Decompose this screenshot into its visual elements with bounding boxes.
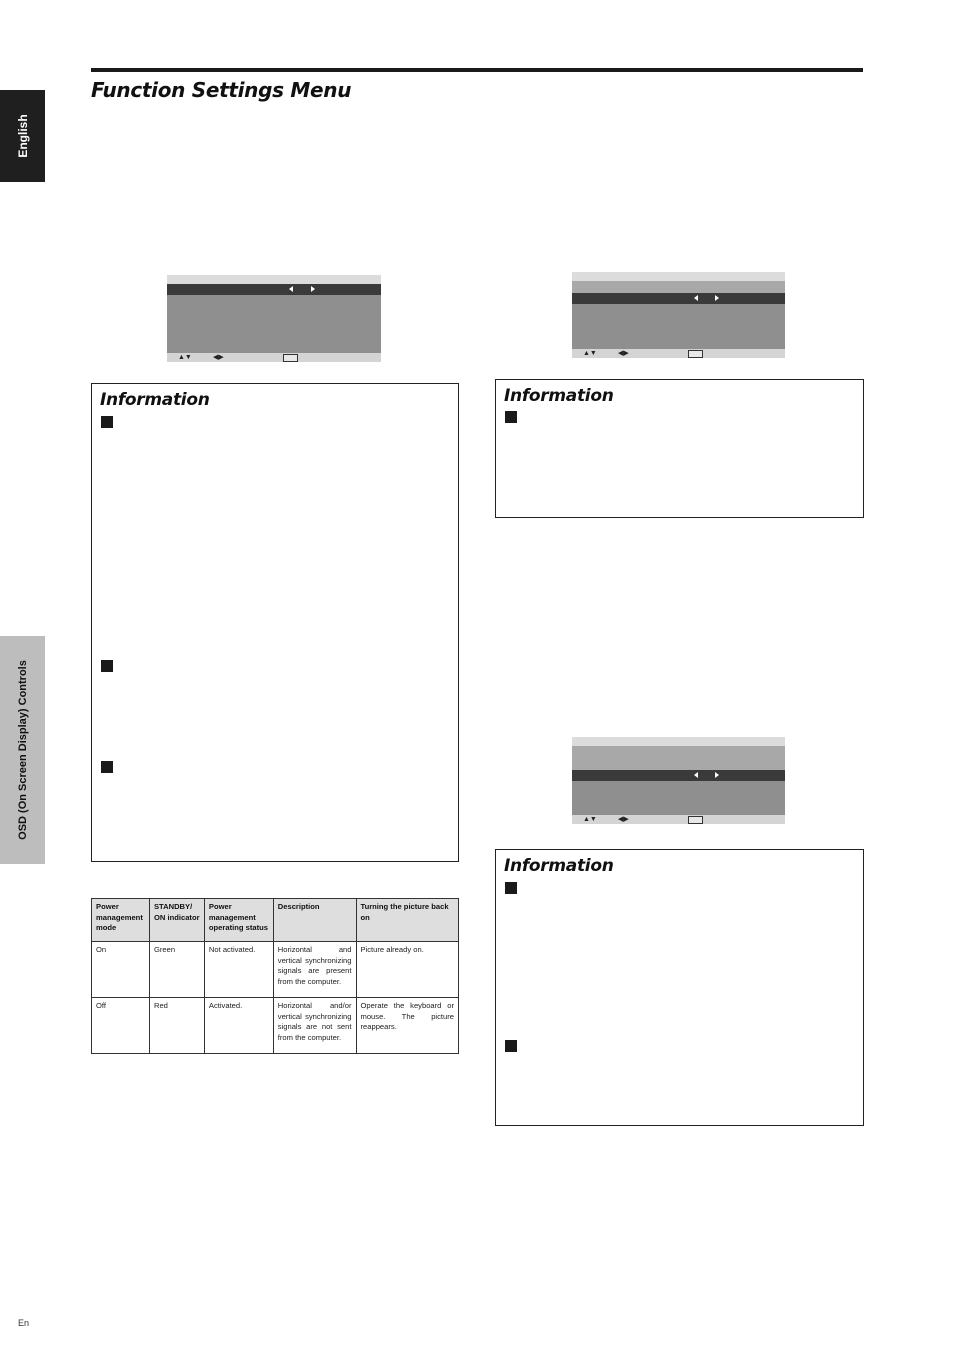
left-arrow-icon: [694, 772, 698, 778]
left-arrow-icon: [694, 295, 698, 301]
button-icon: [283, 354, 298, 362]
section-tab-label: OSD (On Screen Display) Controls: [16, 660, 29, 840]
information-box-2: [495, 379, 864, 518]
bullet-square-icon: [505, 411, 517, 423]
left-right-icon: ◀▶: [618, 350, 629, 357]
up-down-icon: ▲▼: [178, 354, 192, 361]
osd-screen-1: [167, 275, 381, 362]
osd-footer: [572, 349, 785, 358]
table-header-row: [92, 899, 459, 942]
table-row: [92, 998, 459, 1054]
column-header: STANDBY/ ON indicator: [149, 899, 204, 942]
left-right-icon: ◀▶: [213, 354, 224, 361]
right-arrow-icon: [715, 772, 719, 778]
right-arrow-icon: [311, 286, 315, 292]
page-title: Function Settings Menu: [91, 78, 352, 102]
osd-selected-row: [572, 293, 785, 304]
left-arrow-icon: [289, 286, 293, 292]
osd-footer: [572, 815, 785, 824]
bullet-square-icon: [505, 1040, 517, 1052]
up-down-icon: ▲▼: [583, 816, 597, 823]
column-header: Power management operating status: [204, 899, 273, 942]
button-icon: [688, 816, 703, 824]
table-cell: Red: [149, 998, 204, 1054]
table-cell: Operate the keyboard or mouse. The picture reappears.: [356, 998, 459, 1054]
header-rule: [91, 68, 863, 72]
up-down-icon: ▲▼: [583, 350, 597, 357]
table-cell: Activated.: [204, 998, 273, 1054]
osd-footer: [167, 353, 381, 362]
right-arrow-icon: [715, 295, 719, 301]
left-right-icon: ◀▶: [618, 816, 629, 823]
table-cell: Horizontal and/or vertical synchronizing signals are not sent from the computer.: [273, 998, 356, 1054]
page-footer-language-code: En: [18, 1318, 30, 1328]
osd-screen-2: [572, 272, 785, 358]
column-header: Turning the picture back on: [356, 899, 459, 942]
button-icon: [688, 350, 703, 358]
table-row: [92, 942, 459, 998]
table-cell: Not activated.: [204, 942, 273, 998]
bullet-square-icon: [505, 882, 517, 894]
information-box-1: [91, 383, 459, 862]
table-cell: Picture already on.: [356, 942, 459, 998]
bullet-square-icon: [101, 761, 113, 773]
information-heading: Information: [100, 390, 210, 410]
language-tab: [0, 90, 45, 182]
table-cell: Green: [149, 942, 204, 998]
information-box-3: [495, 849, 864, 1126]
information-heading: Information: [504, 386, 614, 406]
osd-selected-row: [572, 770, 785, 781]
language-tab-label: English: [15, 114, 30, 158]
section-tab: [0, 636, 45, 864]
table-cell: Horizontal and vertical synchronizing signals are present from the computer.: [273, 942, 356, 998]
power-management-table: [91, 898, 459, 1054]
table-cell: Off: [92, 998, 150, 1054]
information-heading: Information: [504, 856, 614, 876]
column-header: Description: [273, 899, 356, 942]
bullet-square-icon: [101, 416, 113, 428]
osd-screen-3: [572, 737, 785, 824]
table-cell: On: [92, 942, 150, 998]
bullet-square-icon: [101, 660, 113, 672]
column-header: Power management mode: [92, 899, 150, 942]
osd-selected-row: [167, 284, 381, 295]
